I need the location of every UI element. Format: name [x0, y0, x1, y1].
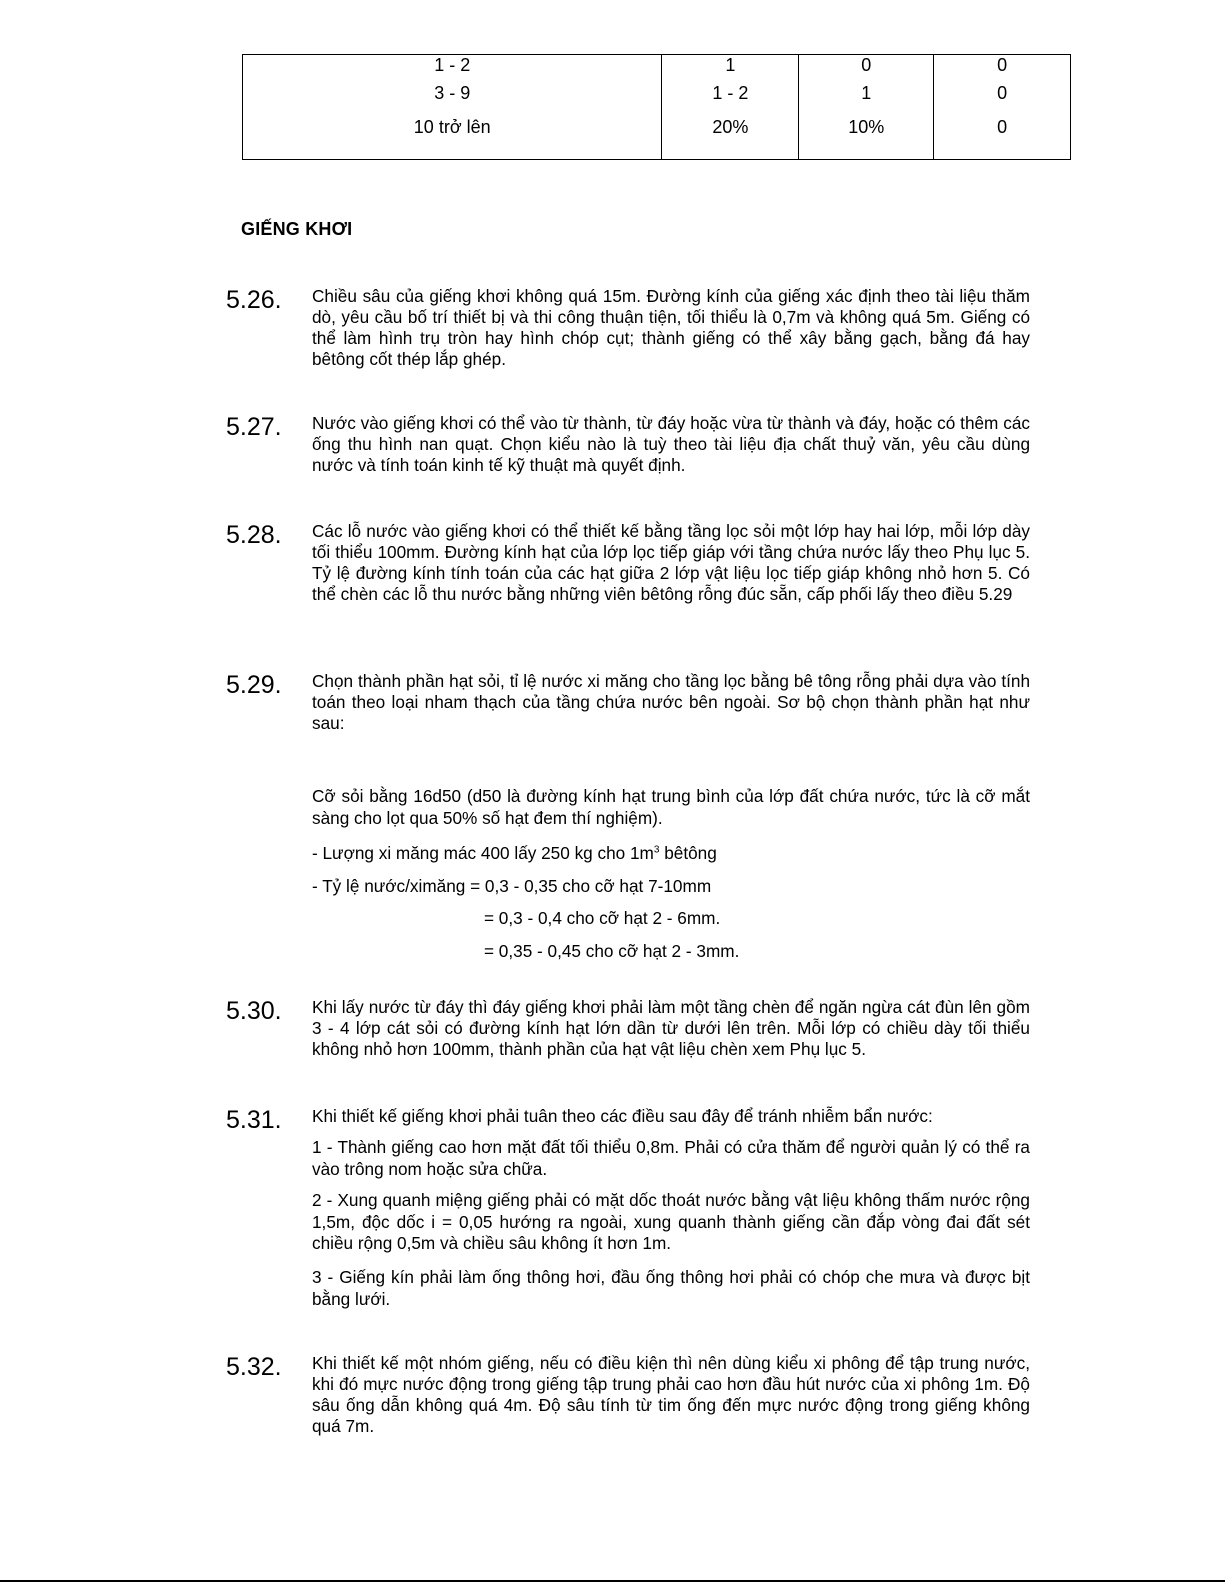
table-row	[243, 109, 1071, 160]
clause-number: 5.31.	[226, 1106, 282, 1134]
clause-number: 5.32.	[226, 1353, 282, 1381]
table-row	[243, 77, 1071, 109]
table-cell: 20%	[662, 109, 799, 160]
clause-5-31-item-3: 3 - Giếng kín phải làm ống thông hơi, đầu ống thông hơi phải có chóp che mưa và được bịt bằng lưới.	[312, 1267, 1030, 1309]
table-cell: 1	[799, 77, 934, 109]
cement-amount-text: - Lượng xi măng mác 400 lấy 250 kg cho 1m	[312, 843, 654, 863]
clause-5-31-item-1: 1 - Thành giếng cao hơn mặt đất tối thiểu 0,8m. Phải có cửa thăm để người quản lý có thể ra vào trông nom hoặc sửa chữa.	[312, 1137, 1030, 1179]
data-table	[242, 54, 1071, 160]
clause-number: 5.29.	[226, 671, 282, 699]
page-bottom-rule	[0, 1580, 1225, 1582]
table-cell: 3 - 9	[243, 77, 662, 109]
cement-amount-line	[312, 842, 717, 864]
ratio-line-2: = 0,3 - 0,4 cho cỡ hạt 2 - 6mm.	[484, 908, 721, 928]
clause-text: Các lỗ nước vào giếng khơi có thể thiết kế bằng tầng lọc sỏi một lớp hay hai lớp, mỗi lớp dày tối thiểu 100mm. Đường kính hạt của lớp lọc tiếp giáp với tầng chứa nước lấy theo Phụ lục 5. Tỷ lệ đường kính tính toán của các hạt giữa 2 lớp vật liệu lọc tiếp giáp không nhỏ hơn 5. Có thể chèn các lỗ thu nước bằng những viên bêtông rỗng đúc sẵn, cấp phối lấy theo điều 5.29	[312, 521, 1030, 604]
table-cell: 10%	[799, 109, 934, 160]
table-cell: 1 - 2	[243, 55, 662, 78]
ratio-line-1: - Tỷ lệ nước/ximăng = 0,3 - 0,35 cho cỡ hạt 7-10mm	[312, 876, 712, 896]
section-title: GIẾNG KHƠI	[241, 219, 353, 239]
table-row	[243, 55, 1071, 78]
clause-text: Nước vào giếng khơi có thể vào từ thành, từ đáy hoặc vừa từ thành và đáy, hoặc có thêm các ống thu hình nan quạt. Chọn kiểu nào là tuỳ theo tài liệu địa chất thuỷ văn, yêu cầu dùng nước và tính toán kinh tế kỹ thuật mà quyết định.	[312, 413, 1030, 475]
ratio-line-3: = 0,35 - 0,45 cho cỡ hạt 2 - 3mm.	[484, 941, 740, 961]
clause-text: Khi lấy nước từ đáy thì đáy giếng khơi phải làm một tầng chèn để ngăn ngừa cát đùn lên gồm 3 - 4 lớp cát sỏi có đường kính hạt lớn dần từ dưới lên trên. Mỗi lớp có chiều dày tối thiểu không nhỏ hơn 100mm, thành phần của hạt vật liệu chèn xem Phụ lục 5.	[312, 997, 1030, 1059]
clause-number: 5.30.	[226, 997, 282, 1025]
gravel-size-text: Cỡ sỏi bằng 16d50 (d50 là đường kính hạt trung bình của lớp đất chứa nước, tức là cỡ mắt sàng cho lọt qua 50% số hạt đem thí nghiệm).	[312, 786, 1030, 828]
clause-number: 5.28.	[226, 521, 282, 549]
table-cell: 0	[934, 109, 1071, 160]
clause-text: Chiều sâu của giếng khơi không quá 15m. Đường kính của giếng xác định theo tài liệu thăm dò, yêu cầu bố trí thiết bị và thi công thuận tiện, tối thiểu là 0,7m và không quá 5m. Giếng có thể làm hình trụ tròn hay hình chóp cụt; thành giếng có thể xây bằng gạch, bằng đá hay bêtông cốt thép lắp ghép.	[312, 286, 1030, 369]
clause-text: Chọn thành phần hạt sỏi, tỉ lệ nước xi măng cho tầng lọc bằng bê tông rỗng phải dựa vào tính toán theo loại nham thạch của tầng chứa nước bên ngoài. Sơ bộ chọn thành phần hạt như sau:	[312, 671, 1030, 733]
table-cell: 0	[934, 55, 1071, 78]
table-cell: 0	[934, 77, 1071, 109]
table-cell: 1	[662, 55, 799, 78]
clause-number: 5.26.	[226, 286, 282, 314]
clause-text: Khi thiết kế một nhóm giếng, nếu có điều kiện thì nên dùng kiểu xi phông để tập trung nước, khi đó mực nước động trong giếng tập trung phải cao hơn đầu hút nước của xi phông 1m. Độ sâu ống dẫn không quá 4m. Độ sâu tính từ tim ống đến mực nước động trong giếng không quá 7m.	[312, 1353, 1030, 1436]
cement-unit-text: bêtông	[659, 843, 717, 863]
table-cell: 1 - 2	[662, 77, 799, 109]
clause-number: 5.27.	[226, 413, 282, 441]
clause-intro: Khi thiết kế giếng khơi phải tuân theo các điều sau đây để tránh nhiễm bẩn nước:	[312, 1106, 933, 1126]
table-cell: 0	[799, 55, 934, 78]
clause-5-31-item-2: 2 - Xung quanh miệng giếng phải có mặt dốc thoát nước bằng vật liệu không thấm nước rộng 1,5m, độc dốc i = 0,05 hướng ra ngoài, xung quanh thành giếng cần đắp vòng đai đất sét chiều rộng 0,5m và chiều sâu không ít hơn 1m.	[312, 1190, 1030, 1253]
superscript-3: 3	[653, 844, 660, 856]
table-cell: 10 trở lên	[243, 109, 662, 160]
